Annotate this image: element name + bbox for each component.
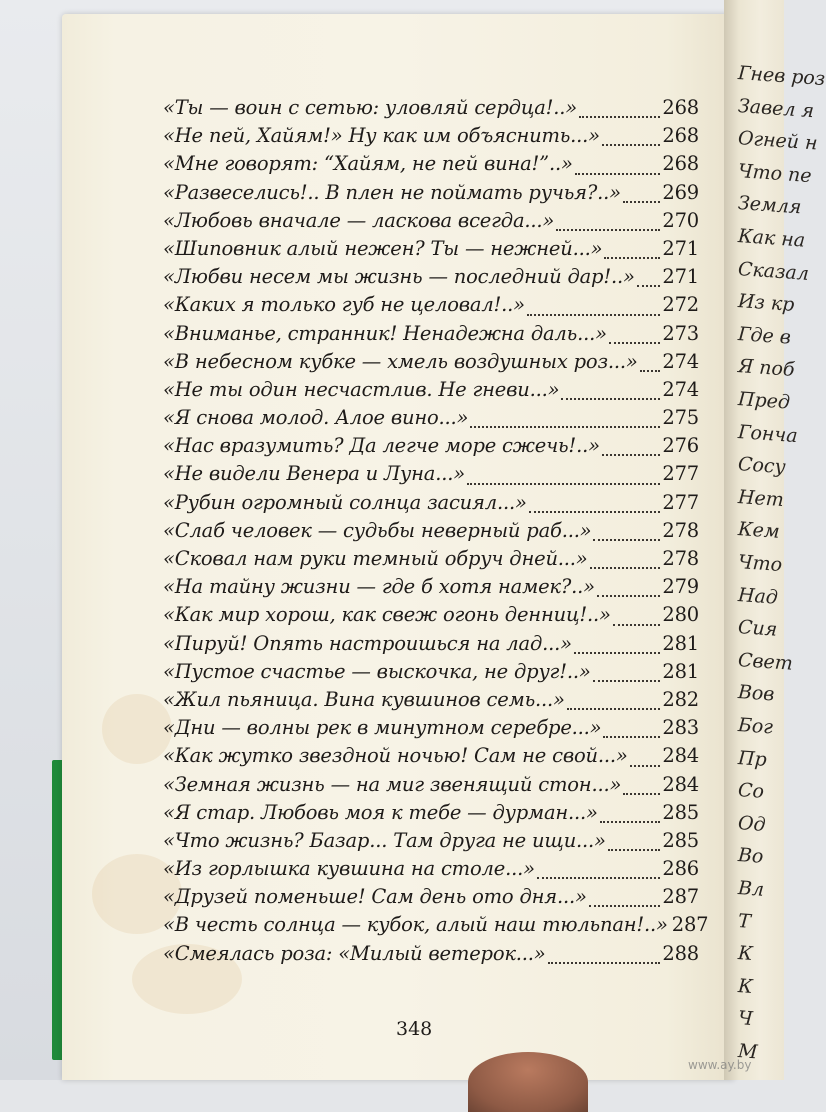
toc-entry-title: «Дни — волны рек в минутном серебре...»	[163, 716, 602, 740]
next-page-text-fragment: Над	[737, 583, 779, 609]
toc-entry-page: 268	[662, 124, 699, 148]
toc-leader-dots	[630, 764, 661, 767]
toc-leader-dots	[556, 228, 660, 231]
toc-leader-dots	[561, 397, 660, 400]
next-page-text-fragment: Земля	[737, 192, 803, 219]
toc-entry-title: «Нас вразумить? Да легче море сжечь!..»	[163, 434, 600, 458]
toc-leader-dots	[623, 200, 661, 203]
toc-entry-page: 283	[662, 716, 699, 740]
finger	[468, 1052, 588, 1112]
next-page-text-fragment: Завел я	[737, 94, 815, 122]
next-page-text-fragment: Сия	[737, 616, 779, 641]
toc-entry-title: «Сковал нам руки темный обруч дней...»	[163, 547, 588, 570]
toc-entry-page: 287	[662, 885, 699, 909]
toc-entry	[163, 96, 699, 124]
toc-entry	[163, 181, 699, 209]
toc-leader-dots	[590, 566, 661, 569]
paper-stain	[102, 694, 172, 764]
next-page-text-fragment: Сказал	[737, 257, 810, 285]
toc-leader-dots	[609, 341, 661, 344]
toc-leader-dots	[603, 735, 660, 738]
toc-entry	[163, 350, 699, 378]
toc-entry-page: 272	[662, 293, 699, 317]
toc-leader-dots	[574, 651, 661, 654]
toc-leader-dots	[548, 961, 661, 964]
toc-leader-dots	[593, 538, 660, 541]
toc-entry	[163, 265, 699, 293]
next-page-text-fragment: М	[737, 1040, 759, 1064]
toc-entry-title: «Смеялась роза: «Милый ветерок...»	[163, 941, 546, 965]
toc-entry-page: 268	[662, 96, 699, 119]
toc-entry-title: «Как мир хорош, как свеж огонь денниц!..»	[163, 603, 611, 627]
next-page-text-fragment: Гнев роз	[737, 62, 826, 91]
toc-entry	[163, 716, 699, 744]
toc-leader-dots	[529, 510, 661, 513]
toc-leader-dots	[602, 453, 661, 456]
toc-entry	[163, 942, 699, 970]
toc-entry	[163, 688, 699, 716]
toc-entry	[163, 913, 709, 941]
toc-entry-title: «Не видели Венера и Луна...»	[163, 462, 465, 486]
toc-entry-page: 287	[671, 913, 709, 937]
toc-entry-page: 271	[662, 236, 699, 260]
toc-entry-page: 281	[662, 659, 699, 683]
next-page-text-fragment: Во	[737, 844, 765, 869]
toc-entry-title: «Развеселись!.. В плен не поймать ручья?..»	[163, 180, 621, 204]
toc-entry	[163, 660, 699, 688]
toc-entry	[163, 857, 699, 885]
toc-entry-page: 285	[662, 800, 699, 824]
toc-leader-dots	[613, 623, 661, 626]
toc-entry-page: 275	[662, 406, 699, 430]
toc-entry	[163, 575, 699, 603]
toc-entry-page: 271	[662, 265, 699, 289]
toc-entry-title: «В честь солнца — кубок, алый наш тюльпан!..»	[163, 913, 668, 937]
toc-entry-page: 277	[662, 490, 699, 514]
toc-entry-title: «Пустое счастье — выскочка, не друг!..»	[163, 659, 591, 683]
toc-entry-title: «Мне говорят: “Хайям, не пей вина!”..»	[163, 152, 573, 176]
toc-entry	[163, 378, 699, 406]
toc-entry-page: 286	[662, 857, 699, 881]
toc-entry	[163, 519, 699, 547]
next-page-text-fragment: Из кр	[737, 290, 796, 317]
toc-entry-page: 288	[662, 941, 699, 965]
next-page-text-fragment: К	[737, 942, 754, 966]
toc-leader-dots	[600, 820, 661, 823]
toc-entry-title: «Слаб человек — судьбы неверный раб...»	[163, 518, 592, 542]
toc-entry	[163, 829, 699, 857]
next-page-text-fragment: Свет	[737, 648, 794, 675]
toc-entry-title: «Я снова молод. Алое вино...»	[163, 406, 469, 430]
toc-entry-page: 276	[662, 434, 699, 458]
toc-entry-title: «На тайну жизни — где б хотя намек?..»	[163, 575, 595, 599]
toc-leader-dots	[567, 707, 661, 710]
toc-entry-title: «Земная жизнь — на миг звенящий стон...»	[163, 772, 622, 796]
toc-entry-title: «Жил пьяница. Вина кувшинов семь...»	[163, 687, 565, 711]
toc-entry-title: «Шиповник алый нежен? Ты — нежней...»	[163, 236, 603, 260]
toc-entry-page: 282	[662, 687, 699, 711]
next-page-text-fragment: Ч	[737, 1007, 754, 1031]
toc-entry-page: 270	[662, 208, 699, 232]
toc-entry-page: 274	[662, 377, 699, 401]
toc-entry	[163, 209, 699, 237]
toc-entry	[163, 124, 699, 152]
toc-entry	[163, 434, 699, 462]
toc-entry	[163, 237, 699, 265]
next-page-text-fragment: Пр	[737, 746, 768, 771]
toc-entry-title: «Каких я только губ не целовал!..»	[163, 293, 525, 317]
toc-entry-title: «Из горлышка кувшина на столе...»	[163, 857, 535, 881]
toc-entry-title: «Любви несем мы жизнь — последний дар!..»	[163, 265, 635, 289]
toc-entry	[163, 322, 699, 350]
toc-entry	[163, 547, 699, 575]
toc-entry-page: 277	[662, 462, 699, 486]
toc-leader-dots	[470, 425, 660, 428]
next-page-text-fragment: Я поб	[737, 355, 796, 382]
toc-entry	[163, 406, 699, 434]
next-page-text-fragment: Что	[737, 551, 783, 577]
toc-entry-title: «Не пей, Хайям!» Ну как им объяснить...»	[163, 124, 600, 148]
toc-leader-dots	[593, 679, 661, 682]
next-page-edge	[724, 0, 826, 1080]
next-page-text-fragment: К	[737, 974, 754, 998]
toc-leader-dots	[608, 848, 661, 851]
toc-leader-dots	[640, 369, 661, 372]
toc-entry	[163, 293, 699, 321]
toc-entry-title: «Вниманье, странник! Ненадежна даль...»	[163, 321, 607, 345]
toc-entry-page: 284	[662, 744, 699, 768]
toc-entry-title: «Как жутко звездной ночью! Сам не свой...»	[163, 744, 628, 768]
table-of-contents	[163, 96, 709, 970]
next-page-text-fragment: Нет	[737, 485, 785, 511]
toc-entry	[163, 152, 699, 180]
next-page-text-fragment: Как на	[737, 225, 806, 252]
toc-leader-dots	[637, 284, 661, 287]
toc-entry	[163, 632, 699, 660]
toc-leader-dots	[575, 172, 661, 175]
toc-entry-page: 268	[662, 152, 699, 176]
next-page-text-fragment: Вл	[737, 877, 765, 901]
next-page-text-fragment: Огней н	[737, 127, 819, 155]
next-page-text-fragment: Сосу	[737, 453, 787, 479]
toc-entry-title: «Любовь вначале — ласкова всегда...»	[163, 208, 555, 232]
next-page-text-fragment: Бог	[737, 714, 774, 739]
toc-leader-dots	[537, 876, 661, 879]
next-page-text-fragment: Что пе	[737, 159, 813, 187]
next-page-text-fragment: Вов	[737, 681, 776, 706]
toc-entry-title: «Что жизнь? Базар... Там друга не ищи...»	[163, 828, 606, 852]
toc-leader-dots	[579, 115, 660, 118]
toc-entry	[163, 773, 699, 801]
toc-entry	[163, 885, 699, 913]
toc-leader-dots	[467, 482, 660, 485]
toc-entry-page: 274	[662, 349, 699, 373]
toc-entry-title: «Не ты один несчастлив. Не гневи...»	[163, 377, 560, 401]
toc-leader-dots	[527, 313, 660, 316]
toc-entry-title: «Я стар. Любовь моя к тебе — дурман...»	[163, 800, 598, 824]
toc-entry-page: 273	[662, 321, 699, 345]
toc-entry	[163, 744, 699, 772]
toc-entry-page: 280	[662, 603, 699, 627]
page-number: 348	[396, 1018, 433, 1040]
toc-entry-page: 284	[662, 772, 699, 796]
toc-entry-title: «Ты — воин с сетью: уловляй сердца!..»	[163, 96, 578, 119]
toc-entry	[163, 603, 699, 631]
toc-leader-dots	[623, 792, 660, 795]
toc-entry-page: 285	[662, 828, 699, 852]
next-page-text-fragment: Где в	[737, 322, 792, 349]
next-page-text-fragment: Т	[737, 909, 752, 933]
toc-entry	[163, 462, 699, 490]
next-page-text-fragment: Со	[737, 779, 765, 803]
toc-entry-title: «Рубин огромный солнца засиял...»	[163, 490, 527, 514]
toc-entry-page: 281	[662, 631, 699, 655]
toc-leader-dots	[604, 256, 660, 259]
toc-leader-dots	[597, 594, 661, 597]
next-page-text-fragment: Од	[737, 811, 767, 836]
toc-entry-title: «Пируй! Опять настроишься на лад...»	[163, 631, 572, 655]
toc-leader-dots	[589, 904, 661, 907]
toc-entry	[163, 491, 699, 519]
toc-entry-page: 269	[662, 180, 699, 204]
toc-entry-page: 278	[662, 518, 699, 542]
toc-leader-dots	[602, 143, 660, 146]
toc-entry	[163, 801, 699, 829]
toc-entry-page: 278	[662, 547, 699, 570]
next-page-text-fragment: Кем	[737, 518, 781, 544]
toc-entry-page: 279	[662, 575, 699, 599]
watermark: www.ay.by	[688, 1058, 752, 1072]
next-page-text-fragment: Пред	[737, 388, 791, 414]
next-page-text-fragment: Гонча	[737, 420, 799, 447]
toc-entry-title: «Друзей поменьше! Сам день ото дня...»	[163, 885, 587, 909]
toc-entry-title: «В небесном кубке — хмель воздушных роз...»	[163, 349, 638, 373]
